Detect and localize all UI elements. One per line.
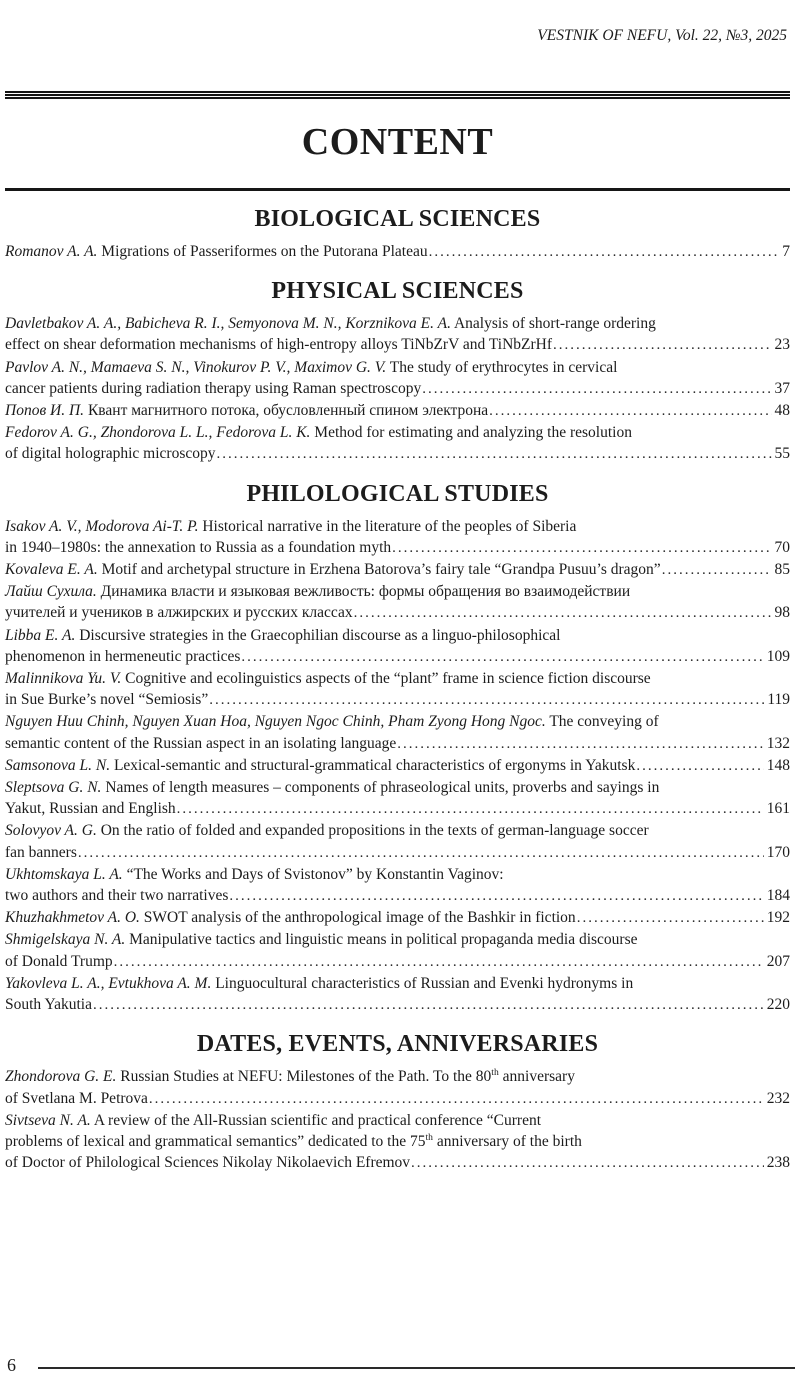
entry-text [5,443,216,464]
dotted-leader [392,537,771,559]
entry-text [5,602,353,623]
entry-text [5,668,651,689]
entry-title-text: Динамика власти и языковая вежливость: формы обращения во взаимодействии [96,583,631,601]
footer-rule [38,1367,795,1369]
entry-authors: Nguyen Huu Chinh, Nguyen Xuan Hoa, Nguyen Ngoc Chinh, Pham Zyong Hong Ngoc. [5,713,546,731]
toc-entry-line [5,1131,790,1152]
entry-title-text: of Doctor of Philological Sciences Nikolay Nikolaevich Efremov [5,1154,411,1172]
dotted-leader [149,1088,764,1110]
entry-title-text: semantic content of the Russian aspect in an isolating language [5,734,397,752]
entry-text [5,929,638,950]
toc-entry-line [5,820,790,841]
entry-text [5,820,649,841]
dotted-leader [78,842,764,864]
entry-authors: Romanov A. A. [5,243,98,260]
dotted-leader [636,755,763,777]
entry-page-number: 37 [774,379,790,397]
entry-title-text: Lexical-semantic and structural-grammatical characteristics of ergonyms in Yakutsk [110,756,636,774]
toc-entry [5,516,790,559]
entry-authors: Попов И. П. [5,402,85,420]
toc-entry-line [5,951,790,973]
entry-title-text: Linguocultural characteristics of Russian and Evenki hydronyms in [211,974,634,992]
entry-page-number: 232 [766,1089,790,1107]
toc-entry [5,755,790,777]
entry-title-text: Квант магнитного потока, обусловленный спином электрона [84,402,489,420]
toc-entry-line [5,602,790,624]
page-title: CONTENT [301,121,494,163]
entry-authors: Fedorov A. G., Zhondorova L. L., Fedorova L. K. [5,424,311,442]
toc-entry [5,864,790,907]
superscript-ordinal: th [491,1067,499,1079]
toc-entry-line [5,885,790,907]
entry-page-number: 170 [766,843,790,861]
dotted-leader [114,951,764,973]
entry-title-text: Motif and archetypal structure in Erzhena Batorova’s fairy tale “Grandpa Pusuu’s dragon” [97,561,661,579]
toc-entry [5,973,790,1016]
entry-title-text: cancer patients during radiation therapy using Raman spectroscopy [5,379,422,397]
entry-text [5,1110,541,1131]
dotted-leader [241,646,763,668]
entry-page-number: 148 [766,756,790,774]
entry-authors: Sleptsova G. N. [5,779,102,797]
toc-entry [5,357,790,400]
toc-entry-line [5,1110,790,1131]
entry-text [5,422,632,443]
entry-title-text: Russian Studies at NEFU: Milestones of the Path. To the 80 [116,1068,492,1086]
entry-text [5,1066,575,1087]
toc-entry-line [5,689,790,711]
entry-title-text: Yakut, Russian and English [5,800,176,818]
entry-text [5,842,77,863]
section-heading: PHILOLOGICAL STUDIES [246,480,549,507]
dotted-leader [177,798,764,820]
entry-page-number: 55 [774,445,790,463]
folio-page-number: 6 [7,1355,16,1375]
entry-authors: Sivtseva N. A. [5,1111,91,1129]
toc-entry [5,668,790,711]
toc-entry-line [5,1088,790,1110]
section-heading: DATES, EVENTS, ANNIVERSARIES [196,1031,599,1058]
entry-text [5,951,113,972]
toc-entry-line [5,516,790,537]
entry-page-number: 132 [766,734,790,752]
toc-entry-line [5,646,790,668]
toc-entry-line [5,711,790,732]
toc-entry [5,711,790,754]
entry-title-text: anniversary [498,1068,575,1086]
entry-text [5,777,659,798]
entry-title-text: Migrations of Passeriformes on the Putorana Plateau [97,243,428,260]
toc-entry-line [5,864,790,885]
dotted-leader [354,602,772,624]
toc-entry-line [5,973,790,994]
entry-title-text: SWOT analysis of the anthropological image of the Bashkir in fiction [139,909,576,927]
toc-entry [5,559,790,581]
entry-page-number: 192 [766,909,790,927]
toc-entry [5,820,790,863]
toc-entry-line [5,625,790,646]
dotted-leader [429,241,780,263]
entry-text [5,559,661,580]
entry-text [5,689,208,710]
entry-authors: Shmigelskaya N. A. [5,931,126,949]
toc-entry-line [5,422,790,443]
toc-entry [5,929,790,972]
entry-text [5,907,576,928]
toc-entry [5,400,790,422]
entry-title-text: учителей и учеников в алжирских и русских классах [5,604,353,622]
entry-title-text: of Donald Trump [5,952,113,970]
superscript-ordinal: th [425,1131,433,1143]
entry-authors: Pavlov A. N., Mamaeva S. N., Vinokurov P. V., Maximov G. V. [5,358,387,376]
entry-page-number: 161 [766,800,790,818]
entry-authors: Malinnikova Yu. V. [5,670,122,688]
entry-text [5,537,391,558]
entry-title-text: A review of the All-Russian scientific and practical conference “Current [90,1111,542,1129]
dotted-leader [553,334,771,356]
entry-text [5,885,228,906]
entry-title-text: in Sue Burke’s novel “Semiosis” [5,691,209,709]
entry-authors: Лайш Сухила. [5,583,97,601]
entry-title-text: anniversary of the birth [432,1132,582,1150]
entry-title-text: South Yakutia [5,996,92,1014]
toc-entry-line [5,241,790,263]
toc-entry-line [5,777,790,798]
toc-entry-line [5,313,790,334]
entry-authors: Khuzhakhmetov A. O. [5,909,140,927]
entry-title-text: The conveying of [545,713,659,731]
entry-text [5,1152,410,1173]
entry-text [5,241,428,262]
entry-authors: Isakov A. V., Modorova Ai-T. P. [5,517,199,535]
toc [5,206,790,1174]
toc-entry-line [5,755,790,777]
entry-authors: Zhondorova G. E. [5,1068,117,1086]
entry-text [5,994,92,1015]
entry-text [5,625,560,646]
entry-page-number: 98 [774,604,790,622]
entry-text [5,400,488,421]
dotted-leader [397,733,763,755]
toc-entry-line [5,443,790,465]
entry-page-number: 85 [774,561,790,579]
entry-title-text: problems of lexical and grammatical semantics” dedicated to the 75 [5,1132,426,1150]
entry-text [5,711,659,732]
entry-title-text: Historical narrative in the literature of the peoples of Siberia [198,517,577,535]
entry-page-number: 48 [774,402,790,420]
toc-entry [5,1066,790,1109]
toc-entry [5,625,790,668]
entry-authors: Solovyov A. G. [5,822,97,840]
entry-title-text: two authors and their two narratives [5,887,229,905]
entry-title-text: effect on shear deformation mechanisms of high-entropy alloys TiNbZrV and TiNbZrHf [5,336,553,354]
entry-authors: Libba E. A. [5,626,76,644]
entry-text [5,1088,148,1109]
dotted-leader [662,559,772,581]
toc-entry-line [5,842,790,864]
entry-text [5,357,617,378]
entry-text [5,755,635,776]
toc-entry [5,777,790,820]
entry-text [5,798,176,819]
dotted-leader [217,443,772,465]
entry-page-number: 238 [766,1154,790,1172]
entry-text [5,334,552,355]
rule-line [5,97,790,99]
dotted-leader [209,689,764,711]
entry-title-text: fan banners [5,843,77,861]
entry-text [5,864,504,885]
toc-entry [5,581,790,624]
entry-text [5,646,240,667]
entry-authors: Samsonova L. N. [5,756,111,774]
toc-entry-line [5,559,790,581]
entry-page-number: 23 [774,336,790,354]
entry-title-text: Analysis of short-range ordering [450,315,656,333]
entry-page-number: 207 [766,952,790,970]
entry-authors: Kovaleva E. A. [5,561,98,579]
entry-title-text: Method for estimating and analyzing the resolution [310,424,632,442]
entry-text [5,733,396,754]
toc-entry [5,907,790,929]
toc-entry [5,241,790,263]
toc-entry-line [5,334,790,356]
dotted-leader [489,400,771,422]
journal-reference: VESTNIK OF NEFU, Vol. 22, №3, 2025 [537,27,787,44]
entry-text [5,581,630,602]
toc-entry [5,313,790,356]
entry-page-number: 220 [766,996,790,1014]
entry-title-text: in 1940–1980s: the annexation to Russia as a foundation myth [5,538,392,556]
entry-title-text: Names of length measures – components of phraseological units, proverbs and sayings in [101,779,660,797]
dotted-leader [93,994,764,1016]
entry-text [5,516,576,537]
entry-text [5,1131,582,1152]
triple-rule [5,91,790,99]
dotted-leader [422,378,771,400]
toc-entry-line [5,357,790,378]
entry-title-text: On the ratio of folded and expanded propositions in the texts of german-language soccer [96,822,649,840]
entry-text [5,313,656,334]
dotted-leader [411,1152,764,1174]
entry-title-text: Manipulative tactics and linguistic means in political propaganda media discourse [125,931,638,949]
section-heading: BIOLOGICAL SCIENCES [254,206,541,232]
toc-entry-line [5,994,790,1016]
dotted-leader [577,907,764,929]
entry-title-text: of Svetlana M. Petrova [5,1089,148,1107]
entry-text [5,973,633,994]
toc-entry-line [5,907,790,929]
entry-page-number: 119 [767,691,790,709]
section-heading: PHYSICAL SCIENCES [271,278,524,305]
entry-authors: Yakovleva L. A., Evtukhova A. M. [5,974,212,992]
entry-title-text: “The Works and Days of Svistonov” by Konstantin Vaginov: [122,865,504,883]
toc-entry-line [5,1152,790,1174]
entry-page-number: 7 [782,243,790,260]
entry-text [5,378,421,399]
toc-entry-line [5,400,790,422]
entry-page-number: 184 [766,887,790,905]
entry-title-text: The study of erythrocytes in cervical [386,358,618,376]
toc-entry-line [5,733,790,755]
entry-page-number: 109 [766,647,790,665]
toc-entry-line [5,378,790,400]
toc-entry-line [5,668,790,689]
toc-entry [5,422,790,465]
entry-title-text: Discursive strategies in the Graecophilian discourse as a linguo-philosophical [75,626,561,644]
entry-authors: Ukhtomskaya L. A. [5,865,123,883]
entry-page-number: 70 [774,538,790,556]
entry-title-text: Cognitive and ecolinguistics aspects of the “plant” frame in science fiction discourse [121,670,651,688]
toc-entry-line [5,929,790,950]
toc-entry-line [5,1066,790,1087]
toc-entry [5,1110,790,1175]
dotted-leader [229,885,763,907]
thick-rule [5,188,790,191]
toc-entry-line [5,798,790,820]
toc-entry-line [5,537,790,559]
entry-title-text: of digital holographic microscopy [5,445,216,463]
toc-entry-line [5,581,790,602]
entry-title-text: phenomenon in hermeneutic practices [5,647,241,665]
entry-authors: Davletbakov A. A., Babicheva R. I., Semyonova M. N., Korznikova E. A. [5,315,451,333]
